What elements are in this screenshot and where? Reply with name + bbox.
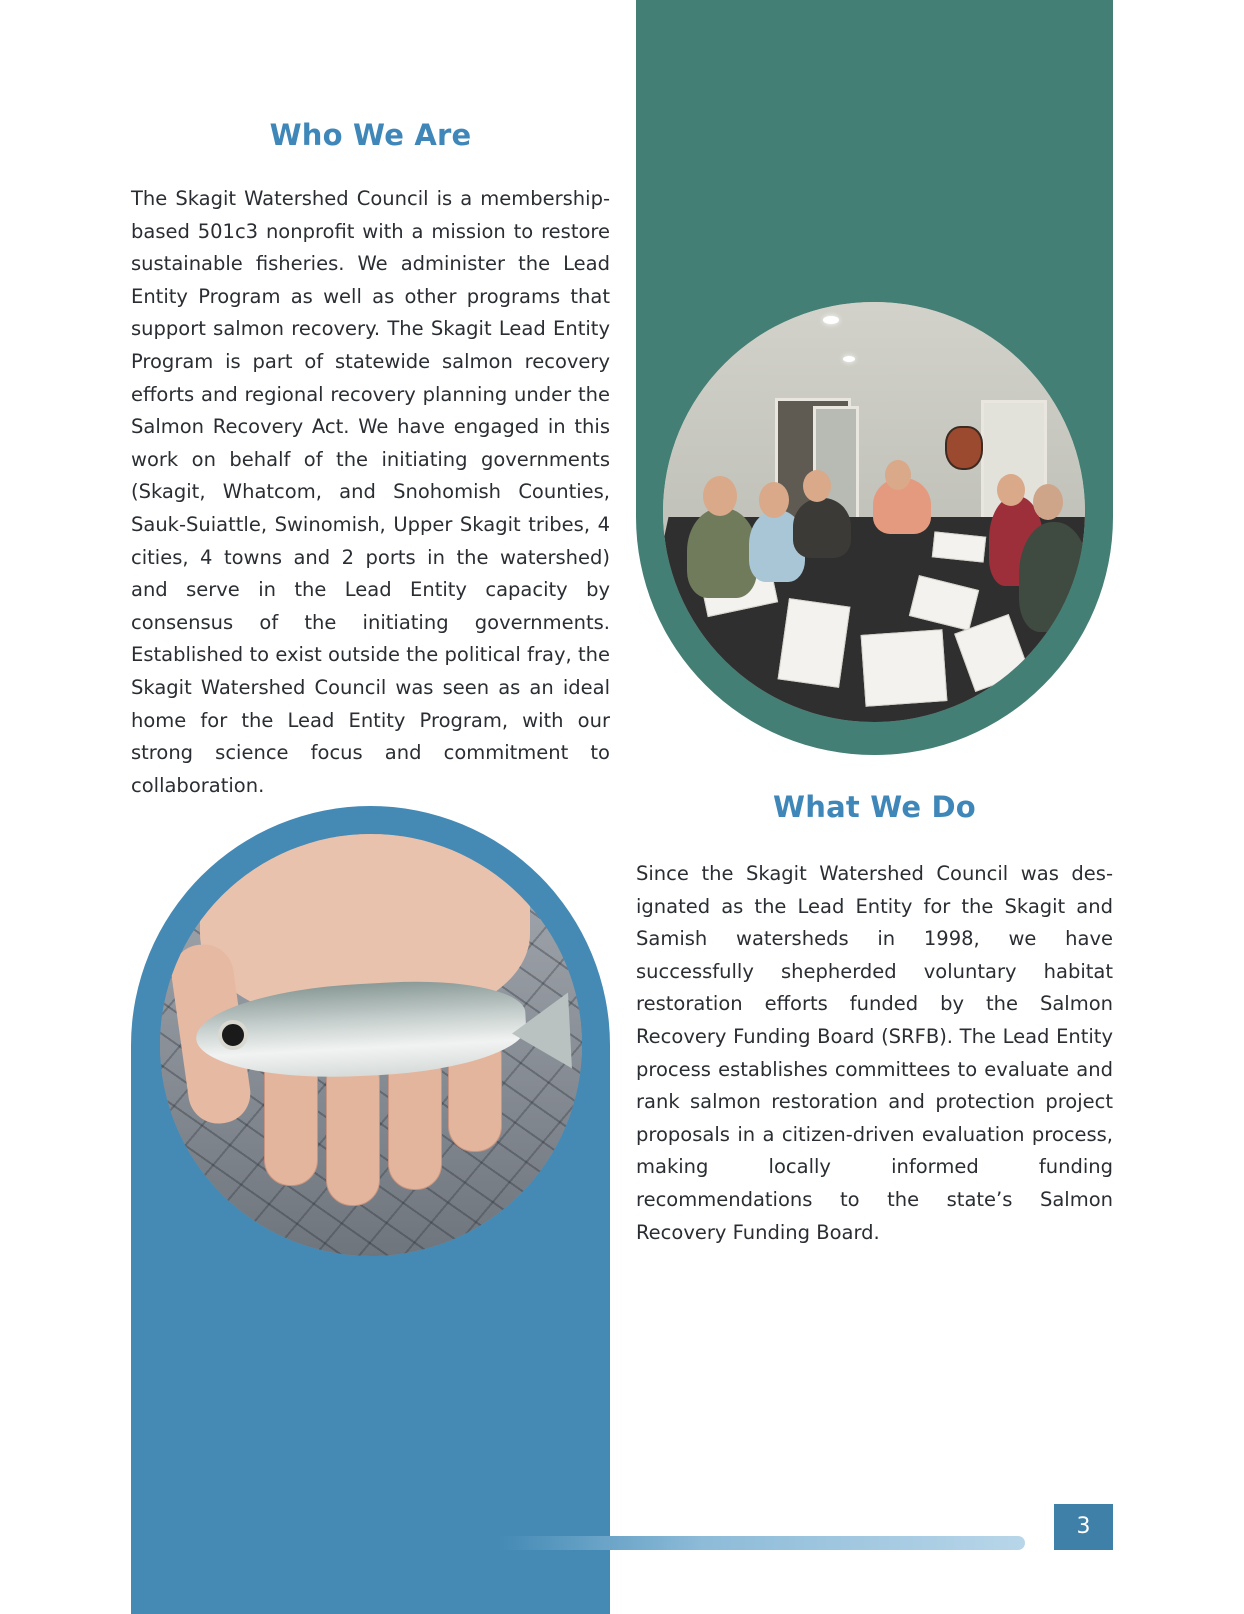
what-we-do-text: Since the Skagit Watershed Council was designated as the Lead Entity for the Skagit and Samish watersheds in 1998, we have successfully shepherded voluntary habitat restoration efforts funded by the Salmon Recovery Funding Board (SRFB). The Lead Entity process establishes committees to evaluate and rank salmon restoration and protection project proposals in a citizen-driven evaluation process, making locally informed funding recommendations to the state’s Salmon Recovery Funding Board. [636, 862, 1113, 1244]
what-we-do-heading: What We Do [773, 790, 976, 824]
who-we-are-heading: Who We Are [269, 118, 472, 152]
meeting-photo [663, 302, 1085, 722]
page-number-badge: 3 [1054, 1504, 1113, 1550]
footer-decorative-bar [175, 1536, 1025, 1550]
who-we-are-text: The Skagit Watershed Council is a membership-based 501c3 nonprofit with a mission to restore sustainable fisheries. We administer the Lead Entity Program as well as other programs that support salmon recovery. The Skagit Lead Entity Program is part of statewide salmon recovery efforts and regional recovery planning under the Salmon Recovery Act. We have engaged in this work on behalf of the initiating governments (Skagit, Whatcom, and Snohomish Counties, Sauk-Suiattle, Swinomish, Upper Skagit tribes, 4 cities, 4 towns and 2 ports in the watershed) and serve in the Lead Entity capacity by consensus of the initiating governments. Established to exist outside the political fray, the Skagit Watershed Council was seen as an ideal home for the Lead Entity Program, with our strong science focus and commitment to collaboration. [131, 187, 610, 797]
fish-in-hand-photo [160, 834, 582, 1256]
